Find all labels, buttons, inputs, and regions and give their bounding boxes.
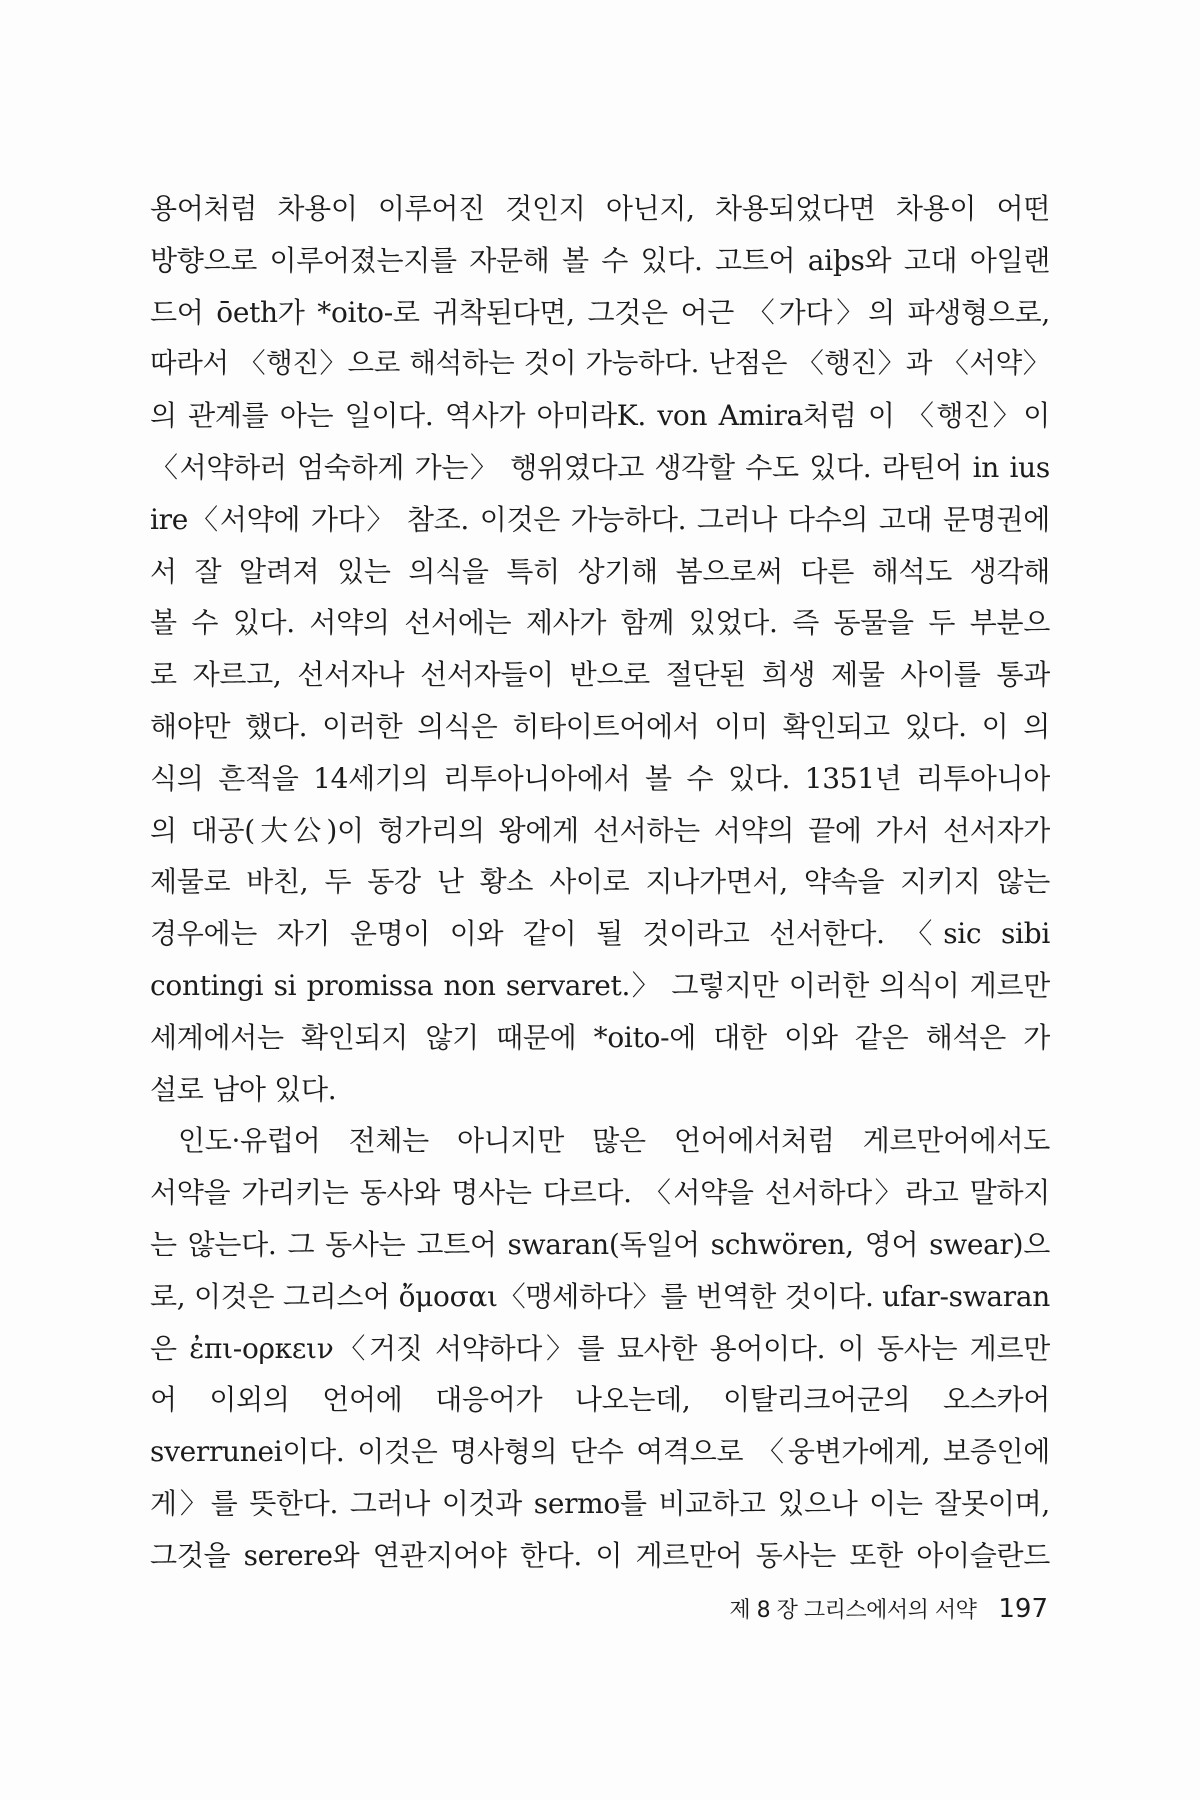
page-number: 197 xyxy=(998,1594,1048,1624)
text-line: 용어처럼 차용이 이루어진 것인지 아닌지, 차용되었다면 차용이 어떤 xyxy=(150,192,1050,225)
page-footer xyxy=(729,1593,1048,1624)
text-line: 서약을 가리키는 동사와 명사는 다르다. 〈서약을 선서하다〉라고 말하지 xyxy=(150,1176,1050,1210)
text-line: 〈서약하러 엄숙하게 가는〉 행위였다고 생각할 수도 있다. 라틴어 in ius xyxy=(150,450,1050,484)
paragraph-end-line: 설로 남아 있다. xyxy=(150,1072,337,1106)
paragraph-start-line: 인도·유럽어 전체는 아니지만 많은 언어에서처럼 게르만어에서도 xyxy=(178,1124,1050,1158)
text-line: ire〈서약에 가다〉 참조. 이것은 가능하다. 그러나 다수의 고대 문명권에 xyxy=(150,502,1050,536)
text-line: 방향으로 이루어졌는지를 자문해 볼 수 있다. 고트어 aiþs와 고대 아일랜 xyxy=(150,243,1050,277)
text-line: 세계에서는 확인되지 않기 때문에 *oito-에 대한 이와 같은 해석은 가 xyxy=(150,1020,1050,1054)
text-line: 볼 수 있다. 서약의 선서에는 제사가 함께 있었다. 즉 동물을 두 부분으 xyxy=(150,606,1050,640)
text-line: 은 ἐπι-ορκειν〈거짓 서약하다〉를 묘사한 용어이다. 이 동사는 게르만 xyxy=(150,1331,1050,1365)
text-line: 드어 ōeth가 *oito-로 귀착된다면, 그것은 어근 〈가다〉의 파생형으로, xyxy=(150,295,1050,329)
text-line: 로 자르고, 선서자나 선서자들이 반으로 절단된 희생 제물 사이를 통과 xyxy=(150,658,1050,692)
text-line: 게〉를 뜻한다. 그러나 이것과 sermo를 비교하고 있으나 이는 잘못이며, xyxy=(150,1486,1050,1520)
text-line: 그것을 serere와 연관지어야 한다. 이 게르만어 동사는 또한 아이슬란드 xyxy=(150,1538,1050,1572)
running-footer-chapter: 제 8 장 그리스에서의 서약 xyxy=(729,1598,977,1623)
text-line: 의 대공(大公)이 헝가리의 왕에게 선서하는 서약의 끝에 가서 선서자가 xyxy=(150,813,1050,847)
body-text xyxy=(150,183,1050,1582)
text-line: 어 이외의 언어에 대응어가 나오는데, 이탈리크어군의 오스카어 xyxy=(150,1383,1050,1417)
text-line: 제물로 바친, 두 동강 난 황소 사이로 지나가면서, 약속을 지키지 않는 xyxy=(150,865,1050,899)
text-line: 는 않는다. 그 동사는 고트어 swaran(독일어 schwören, 영어 swear)으 xyxy=(150,1227,1050,1261)
text-line: 의 관계를 아는 일이다. 역사가 아미라K. von Amira처럼 이 〈행진〉이 xyxy=(150,399,1050,433)
text-line: 해야만 했다. 이러한 의식은 히타이트어에서 이미 확인되고 있다. 이 의 xyxy=(150,709,1050,743)
text-line: contingi si promissa non servaret.〉 그렇지만 이러한 의식이 게르만 xyxy=(150,968,1050,1002)
text-line: sverrunei이다. 이것은 명사형의 단수 여격으로 〈웅변가에게, 보증인에 xyxy=(150,1435,1050,1469)
text-line: 로, 이것은 그리스어 ὄμοσαι〈맹세하다〉를 번역한 것이다. ufar-swaran xyxy=(150,1279,1050,1313)
text-line: 식의 흔적을 14세기의 리투아니아에서 볼 수 있다. 1351년 리투아니아 xyxy=(150,761,1050,795)
text-line: 서 잘 알려져 있는 의식을 특히 상기해 봄으로써 다른 해석도 생각해 xyxy=(150,554,1050,588)
text-line: 경우에는 자기 운명이 이와 같이 될 것이라고 선서한다. 〈sic sibi xyxy=(150,917,1050,951)
text-line: 따라서 〈행진〉으로 해석하는 것이 가능하다. 난점은 〈행진〉과 〈서약〉 xyxy=(150,347,1050,380)
